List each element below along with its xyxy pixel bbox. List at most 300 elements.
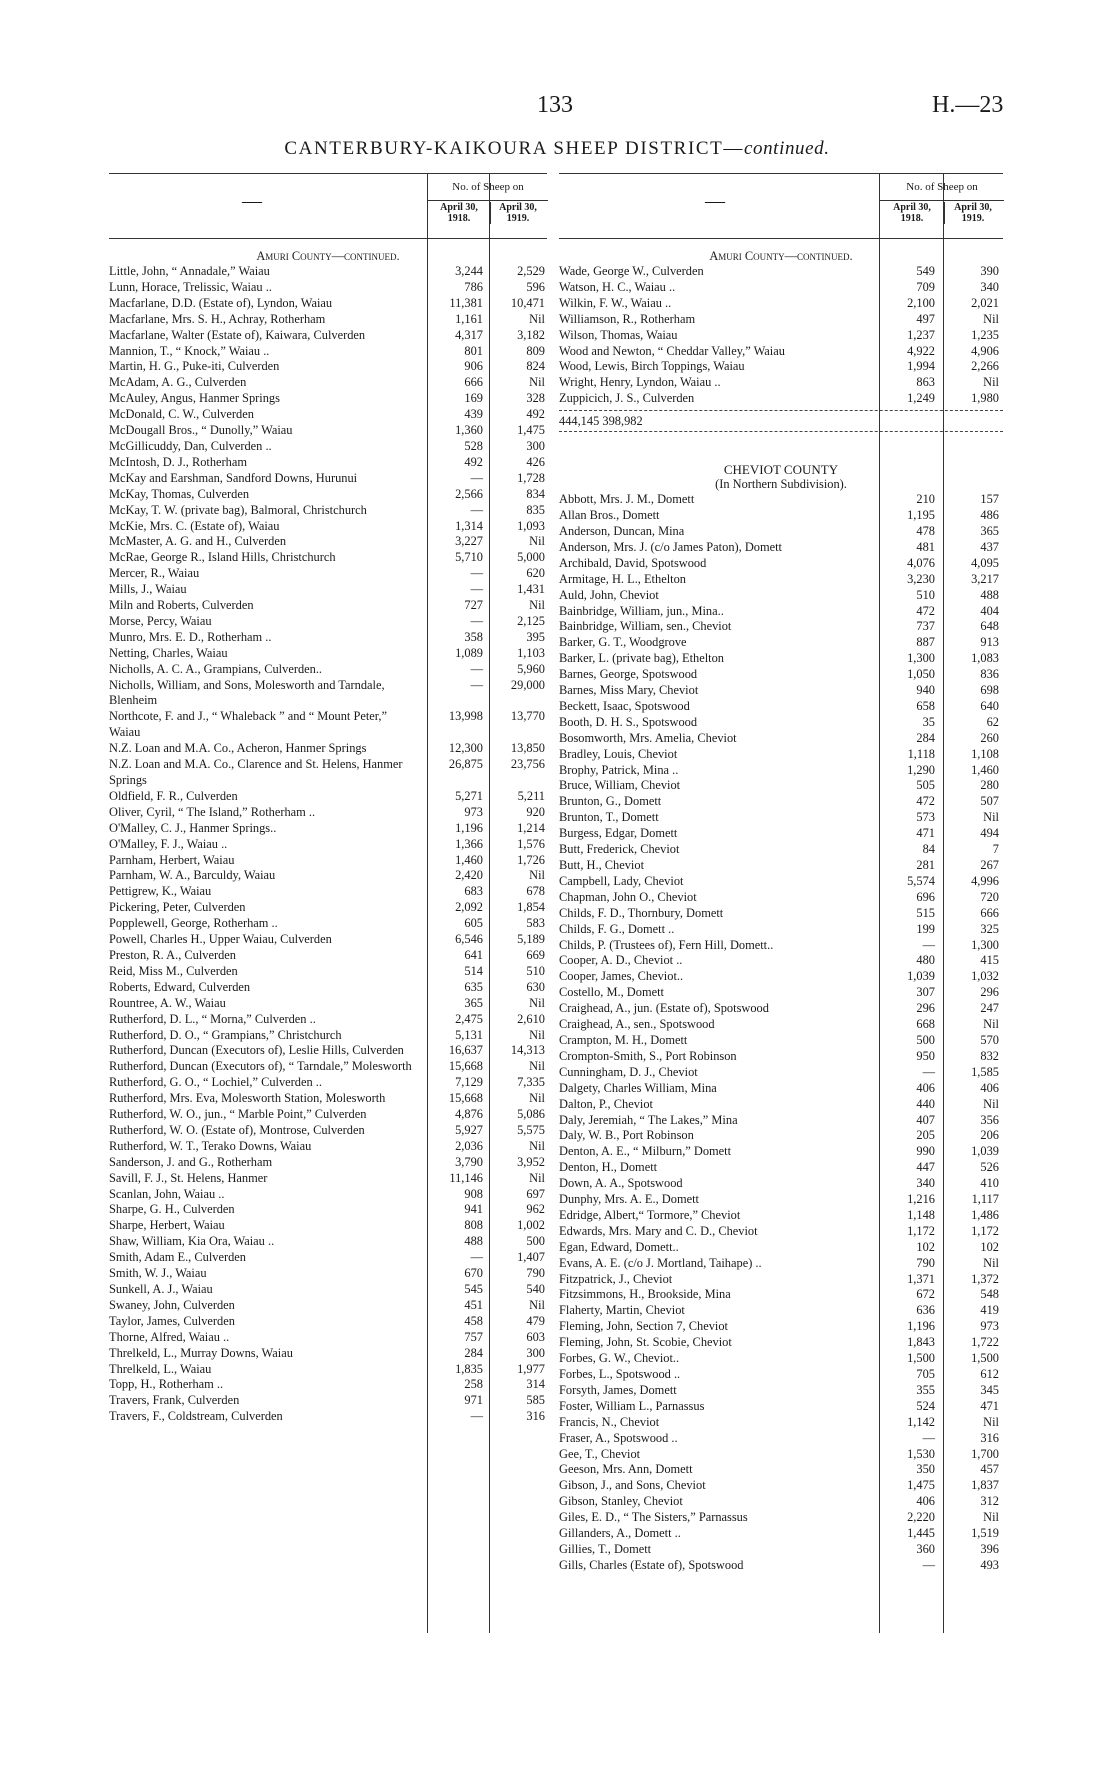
- row-name: Daly, Jeremiah, “ The Lakes,” Mina: [559, 1112, 738, 1127]
- row-value-1919: Nil: [529, 1091, 545, 1106]
- row-value-1918: 908: [464, 1186, 483, 1201]
- table-row: [109, 964, 547, 980]
- table-row: [559, 1033, 1003, 1049]
- table-row: [559, 1176, 1003, 1192]
- row-name: Scanlan, John, Waiau ..: [109, 1186, 225, 1201]
- row-name: Rutherford, W. O. (Estate of), Montrose, Culverden: [109, 1122, 365, 1137]
- row-value-1918: 2,475: [455, 1011, 483, 1026]
- table-row: [109, 1298, 547, 1314]
- table-row: [109, 471, 547, 487]
- table-row: [109, 996, 547, 1012]
- row-value-1918: 636: [916, 1303, 935, 1318]
- row-name: Francis, N., Cheviot: [559, 1414, 660, 1429]
- row-name: Craighead, A., sen., Spotswood: [559, 1017, 715, 1032]
- row-value-1918: —: [470, 1250, 483, 1265]
- row-value-1919: 5,000: [517, 550, 545, 565]
- table-row: [109, 1107, 547, 1123]
- row-name: Anderson, Duncan, Mina: [559, 523, 685, 538]
- row-value-1919: 479: [526, 1313, 545, 1328]
- row-value-1919: Nil: [529, 868, 545, 883]
- row-value-1918: 906: [464, 359, 483, 374]
- row-value-1919: 13,770: [510, 709, 545, 724]
- row-value-1919: 583: [526, 916, 545, 931]
- row-value-1919: 1,722: [971, 1335, 999, 1350]
- row-value-1919: Nil: [529, 311, 545, 326]
- row-value-1919: 620: [526, 566, 545, 581]
- row-name: McIntosh, D. J., Rotherham: [109, 454, 248, 469]
- row-value-1919: 1,460: [971, 762, 999, 777]
- row-value-1918: 1,460: [455, 852, 483, 867]
- row-name: Crompton-Smith, S., Port Robinson: [559, 1048, 737, 1063]
- row-value-1919: 698: [980, 683, 999, 698]
- row-value-1918: 2,100: [907, 295, 935, 310]
- row-name: Geeson, Mrs. Ann, Domett: [559, 1462, 693, 1477]
- row-value-1919: 920: [526, 804, 545, 819]
- row-value-1919: 1,214: [517, 820, 545, 835]
- table-row: [109, 614, 547, 630]
- row-name: Nicholls, William, and Sons, Molesworth and Tarndale, Blenheim: [109, 677, 385, 708]
- row-name: Fitzpatrick, J., Cheviot: [559, 1271, 673, 1286]
- table-row: [109, 1043, 547, 1059]
- row-value-1919: 314: [526, 1377, 545, 1392]
- table-row: [109, 582, 547, 598]
- row-name: Bainbridge, William, jun., Mina..: [559, 603, 724, 618]
- row-value-1918: 973: [464, 804, 483, 819]
- row-value-1919: 102: [980, 1239, 999, 1254]
- table-row: [559, 1192, 1003, 1208]
- row-name: Rutherford, D. O., “ Grampians,” Christchurch: [109, 1027, 342, 1042]
- row-name: Macfarlane, Walter (Estate of), Kaiwara, Culverden: [109, 327, 366, 342]
- row-value-1918: —: [470, 582, 483, 597]
- row-value-1919: 962: [526, 1202, 545, 1217]
- row-value-1918: 2,220: [907, 1510, 935, 1525]
- table-row: [559, 953, 1003, 969]
- row-name: Cooper, James, Cheviot..: [559, 969, 684, 984]
- table-row: [109, 534, 547, 550]
- row-value-1918: 281: [916, 858, 935, 872]
- table-row: [559, 1431, 1003, 1447]
- row-value-1918: 1,290: [907, 762, 935, 777]
- row-value-1918: 514: [464, 963, 483, 978]
- table-row: [559, 826, 1003, 842]
- row-value-1918: 458: [464, 1313, 483, 1328]
- row-value-1919: 669: [526, 947, 545, 962]
- row-name: Little, John, “ Annadale,” Waiau: [109, 264, 270, 278]
- row-name: Zuppicich, J. S., Culverden: [559, 391, 695, 406]
- row-value-1919: Nil: [983, 1096, 999, 1111]
- row-value-1918: 786: [464, 279, 483, 294]
- row-value-1918: 284: [464, 1345, 483, 1360]
- row-value-1919: 2,610: [517, 1011, 545, 1026]
- row-name: Rutherford, W. T., Terako Downs, Waiau: [109, 1138, 312, 1153]
- table-row: [109, 344, 547, 360]
- row-value-1919: 437: [980, 539, 999, 554]
- row-value-1919: 471: [980, 1398, 999, 1413]
- table-row: [109, 407, 547, 423]
- total-1918: 444,145: [559, 414, 600, 429]
- row-value-1918: 1,195: [907, 508, 935, 523]
- row-value-1918: 1,994: [907, 359, 935, 374]
- row-name: Chapman, John O., Cheviot: [559, 889, 697, 904]
- row-name: Edridge, Albert,“ Tormore,” Cheviot: [559, 1207, 741, 1222]
- row-value-1919: 1,475: [517, 423, 545, 438]
- table-row: [109, 1139, 547, 1155]
- row-value-1919: 612: [980, 1367, 999, 1381]
- table-row: [559, 1097, 1003, 1113]
- table-row: [559, 359, 1003, 375]
- row-name: Gibson, J., and Sons, Cheviot: [559, 1478, 706, 1493]
- table-row: [109, 359, 547, 375]
- row-value-1918: 284: [916, 730, 935, 745]
- row-name: Allan Bros., Domett: [559, 508, 660, 523]
- row-name: Egan, Edward, Domett..: [559, 1239, 679, 1254]
- table-row: [109, 853, 547, 869]
- row-value-1919: 5,086: [517, 1107, 545, 1122]
- row-value-1919: 720: [980, 889, 999, 904]
- row-value-1919: 1,977: [517, 1361, 545, 1376]
- row-name: Gee, T., Cheviot: [559, 1446, 641, 1461]
- col-1918-header: April 30, 1918.: [893, 202, 931, 224]
- row-value-1919: 2,021: [971, 295, 999, 310]
- table-row: [109, 328, 547, 344]
- row-value-1918: 5,131: [455, 1027, 483, 1042]
- row-name: Smith, Adam E., Culverden: [109, 1250, 246, 1265]
- table-row: [109, 1409, 547, 1425]
- row-value-1918: 757: [464, 1329, 483, 1344]
- row-name: Reid, Miss M., Culverden: [109, 963, 238, 978]
- table-row: [559, 667, 1003, 683]
- row-name: Martin, H. G., Puke-iti, Culverden: [109, 359, 280, 374]
- row-value-1918: 940: [916, 683, 935, 698]
- row-name: Gibson, Stanley, Cheviot: [559, 1494, 683, 1509]
- table-row: [559, 1462, 1003, 1478]
- table-row: [559, 1144, 1003, 1160]
- row-value-1919: 415: [980, 953, 999, 968]
- row-value-1918: 2,036: [455, 1138, 483, 1153]
- row-value-1919: 316: [526, 1409, 545, 1424]
- row-name: Dunphy, Mrs. A. E., Domett: [559, 1192, 699, 1207]
- table-row: [109, 1075, 547, 1091]
- row-name: Williamson, R., Rotherham: [559, 311, 696, 326]
- row-value-1918: 3,227: [455, 534, 483, 549]
- row-name: Giles, E. D., “ The Sisters,” Parnassus: [559, 1510, 748, 1525]
- table-row: [109, 1012, 547, 1028]
- table-row: [109, 312, 547, 328]
- row-name: Barker, G. T., Woodgrove: [559, 635, 687, 650]
- row-name: Topp, H., Rotherham ..: [109, 1377, 224, 1392]
- row-value-1919: 1,585: [971, 1064, 999, 1079]
- row-value-1919: 526: [980, 1160, 999, 1175]
- row-value-1918: 210: [916, 492, 935, 507]
- row-value-1918: 1,039: [907, 969, 935, 984]
- row-value-1918: 440: [916, 1096, 935, 1111]
- table-row: [109, 741, 547, 757]
- table-row: [109, 1346, 547, 1362]
- table-row: [559, 1415, 1003, 1431]
- table-row: [109, 884, 547, 900]
- row-name: Flaherty, Martin, Cheviot: [559, 1303, 685, 1318]
- row-value-1919: 834: [526, 486, 545, 501]
- row-name: Childs, F. G., Domett ..: [559, 921, 675, 936]
- row-name: Savill, F. J., St. Helens, Hanmer: [109, 1170, 268, 1185]
- row-name: Cunningham, D. J., Cheviot: [559, 1064, 698, 1079]
- row-value-1918: 1,148: [907, 1207, 935, 1222]
- row-value-1919: 1,837: [971, 1478, 999, 1493]
- table-row: [559, 778, 1003, 794]
- row-value-1918: 950: [916, 1048, 935, 1063]
- row-value-1919: 824: [526, 359, 545, 374]
- row-name: Wade, George W., Culverden: [559, 264, 704, 278]
- row-name: Down, A. A., Spotswood: [559, 1176, 683, 1191]
- row-value-1919: 1,486: [971, 1207, 999, 1222]
- row-name: Childs, F. D., Thornbury, Domett: [559, 905, 724, 920]
- row-name: Rutherford, Duncan (Executors of), “ Tarndale,” Molesworth: [109, 1059, 412, 1074]
- table-row: [109, 980, 547, 996]
- table-header: [109, 173, 547, 239]
- table-row: [109, 264, 547, 280]
- row-value-1919: 1,093: [517, 518, 545, 533]
- table-row: [559, 969, 1003, 985]
- row-value-1919: 790: [526, 1266, 545, 1281]
- table-row: [559, 328, 1003, 344]
- row-value-1918: 4,076: [907, 555, 935, 570]
- table-row: [109, 821, 547, 837]
- table-row: [559, 1160, 1003, 1176]
- row-value-1918: 1,445: [907, 1526, 935, 1541]
- table-row: [559, 906, 1003, 922]
- row-value-1918: 307: [916, 985, 935, 1000]
- row-value-1919: 3,952: [517, 1154, 545, 1169]
- table-row: [559, 842, 1003, 858]
- table-row: [109, 1330, 547, 1346]
- row-value-1918: 406: [916, 1080, 935, 1095]
- table-row: [559, 763, 1003, 779]
- row-value-1919: 328: [526, 391, 545, 406]
- row-value-1918: 971: [464, 1393, 483, 1408]
- row-name: Parnham, Herbert, Waiau: [109, 852, 235, 867]
- table-row: [109, 678, 547, 710]
- row-name: N.Z. Loan and M.A. Co., Acheron, Hanmer Springs: [109, 741, 367, 756]
- row-name: Rutherford, Duncan (Executors of), Leslie Hills, Culverden: [109, 1043, 404, 1058]
- row-value-1919: 1,980: [971, 391, 999, 406]
- section-heading: Amuri County—continued.: [256, 249, 400, 263]
- table-row: [109, 948, 547, 964]
- row-value-1918: —: [470, 613, 483, 628]
- row-value-1918: 340: [916, 1176, 935, 1191]
- row-value-1918: 258: [464, 1377, 483, 1392]
- column-rule: [879, 173, 880, 1633]
- table-row: [559, 492, 1003, 508]
- row-name: Forbes, L., Spotswood ..: [559, 1367, 681, 1381]
- row-value-1919: 1,083: [971, 651, 999, 666]
- group-label: No. of Sheep on: [880, 174, 1004, 201]
- row-name: Fleming, John, St. Scobie, Cheviot: [559, 1335, 732, 1350]
- row-value-1919: 206: [980, 1128, 999, 1143]
- row-value-1919: 5,211: [517, 788, 545, 803]
- row-name: McKay, T. W. (private bag), Balmoral, Christchurch: [109, 502, 367, 517]
- row-name: Dalgety, Charles William, Mina: [559, 1080, 717, 1095]
- row-value-1919: 280: [980, 778, 999, 793]
- row-value-1918: 472: [916, 794, 935, 809]
- row-value-1918: 683: [464, 884, 483, 899]
- row-name: Oldfield, F. R., Culverden: [109, 788, 238, 803]
- row-value-1919: 4,906: [971, 343, 999, 358]
- table-row: [559, 1351, 1003, 1367]
- row-value-1918: 2,420: [455, 868, 483, 883]
- row-name: Rutherford, G. O., “ Lochiel,” Culverden ..: [109, 1075, 322, 1090]
- row-value-1919: 3,217: [971, 571, 999, 586]
- table-row: [109, 805, 547, 821]
- row-value-1919: Nil: [529, 1027, 545, 1042]
- table-row: [559, 1303, 1003, 1319]
- table-row: [559, 699, 1003, 715]
- row-name: Craighead, A., jun. (Estate of), Spotswood: [559, 1001, 769, 1016]
- total-row: [559, 410, 1003, 432]
- row-name: Butt, H., Cheviot: [559, 858, 645, 872]
- table-row: [109, 916, 547, 932]
- table-row: [559, 985, 1003, 1001]
- row-value-1918: 635: [464, 979, 483, 994]
- table-row: [109, 423, 547, 439]
- row-value-1918: 737: [916, 619, 935, 634]
- row-value-1918: 705: [916, 1367, 935, 1381]
- right-rows-cheviot: [559, 492, 1003, 1574]
- row-value-1918: 510: [916, 587, 935, 602]
- row-value-1919: 488: [980, 587, 999, 602]
- table-row: [559, 375, 1003, 391]
- row-value-1919: 316: [980, 1430, 999, 1445]
- row-name: Travers, Frank, Culverden: [109, 1393, 240, 1408]
- table-row: [559, 1224, 1003, 1240]
- row-name: Brophy, Patrick, Mina ..: [559, 762, 679, 777]
- row-name: Edwards, Mrs. Mary and C. D., Cheviot: [559, 1223, 758, 1238]
- row-value-1919: Nil: [529, 1138, 545, 1153]
- row-value-1919: 7: [992, 842, 999, 857]
- table-row: [109, 550, 547, 566]
- row-value-1919: 1,854: [517, 900, 545, 915]
- row-name: McKie, Mrs. C. (Estate of), Waiau: [109, 518, 280, 533]
- row-name: Campbell, Lady, Cheviot: [559, 873, 684, 888]
- row-value-1919: 1,576: [517, 836, 545, 851]
- row-value-1919: 500: [526, 1234, 545, 1249]
- row-value-1919: 396: [980, 1541, 999, 1556]
- row-name: Swaney, John, Culverden: [109, 1297, 235, 1312]
- row-value-1918: 84: [922, 842, 935, 857]
- row-value-1919: 510: [526, 963, 545, 978]
- table-row: [109, 709, 547, 741]
- row-value-1919: 540: [526, 1282, 545, 1296]
- row-value-1919: 5,575: [517, 1122, 545, 1137]
- row-value-1918: 641: [464, 947, 483, 962]
- table-row: [109, 1314, 547, 1330]
- row-name: Anderson, Mrs. J. (c/o James Paton), Domett: [559, 539, 783, 554]
- row-value-1918: 528: [464, 438, 483, 453]
- row-value-1918: —: [922, 1064, 935, 1079]
- table-row: [559, 1272, 1003, 1288]
- right-column-table: [559, 173, 1003, 1633]
- row-value-1918: 524: [916, 1398, 935, 1413]
- column-rule: [427, 173, 428, 1633]
- row-value-1918: 3,790: [455, 1154, 483, 1169]
- table-row: [109, 757, 547, 789]
- table-row: [559, 1383, 1003, 1399]
- row-value-1919: 395: [526, 629, 545, 644]
- row-value-1919: 486: [980, 508, 999, 523]
- row-value-1919: 3,182: [517, 327, 545, 342]
- row-value-1918: 1,196: [455, 820, 483, 835]
- row-name: Wood and Newton, “ Cheddar Valley,” Waiau: [559, 343, 785, 358]
- row-value-1919: 296: [980, 985, 999, 1000]
- right-rows-amuri: [559, 264, 1003, 407]
- row-value-1918: 515: [916, 905, 935, 920]
- row-value-1918: 672: [916, 1287, 935, 1302]
- row-value-1918: —: [922, 937, 935, 952]
- row-name: Thorne, Alfred, Waiau ..: [109, 1329, 230, 1344]
- row-value-1918: 472: [916, 603, 935, 618]
- row-value-1919: 345: [980, 1382, 999, 1397]
- row-value-1919: 426: [526, 454, 545, 469]
- row-value-1918: 801: [464, 343, 483, 358]
- table-row: [559, 731, 1003, 747]
- page-title: [0, 138, 1114, 160]
- title-continued: continued.: [743, 138, 830, 159]
- row-value-1918: 16,637: [448, 1043, 483, 1058]
- row-value-1918: 1,366: [455, 836, 483, 851]
- row-value-1919: 1,519: [971, 1526, 999, 1541]
- row-name: Gills, Charles (Estate of), Spotswood: [559, 1557, 744, 1572]
- row-value-1918: 696: [916, 889, 935, 904]
- row-value-1918: 1,500: [907, 1351, 935, 1366]
- row-value-1919: 325: [980, 921, 999, 936]
- row-name: Pickering, Peter, Culverden: [109, 900, 246, 915]
- row-value-1918: 573: [916, 810, 935, 825]
- row-name: Travers, F., Coldstream, Culverden: [109, 1409, 283, 1424]
- group-label: No. of Sheep on: [428, 174, 548, 201]
- row-value-1918: 549: [916, 264, 935, 278]
- table-row: [109, 630, 547, 646]
- row-name: Daly, W. B., Port Robinson: [559, 1128, 694, 1143]
- row-value-1919: 1,039: [971, 1144, 999, 1159]
- row-name: Watson, H. C., Waiau ..: [559, 279, 676, 294]
- row-name: Parnham, W. A., Barculdy, Waiau: [109, 868, 276, 883]
- table-header: [559, 173, 1003, 239]
- row-name: Brunton, T., Domett: [559, 810, 659, 825]
- row-value-1919: 267: [980, 858, 999, 872]
- row-name: Abbott, Mrs. J. M., Domett: [559, 492, 695, 507]
- row-value-1918: 863: [916, 375, 935, 390]
- row-name: Bosomworth, Mrs. Amelia, Cheviot: [559, 730, 737, 745]
- table-row: [559, 524, 1003, 540]
- row-name: Forbes, G. W., Cheviot..: [559, 1351, 680, 1366]
- row-value-1918: 545: [464, 1282, 483, 1296]
- table-row: [559, 1001, 1003, 1017]
- row-value-1919: 648: [980, 619, 999, 634]
- table-row: [559, 604, 1003, 620]
- row-value-1918: 5,271: [455, 788, 483, 803]
- table-row: [559, 391, 1003, 407]
- row-value-1919: 603: [526, 1329, 545, 1344]
- row-name: Sharpe, Herbert, Waiau: [109, 1218, 225, 1233]
- row-name: Macfarlane, Mrs. S. H., Achray, Rotherham: [109, 311, 326, 326]
- table-row: [559, 1049, 1003, 1065]
- table-row: [559, 810, 1003, 826]
- row-value-1918: 102: [916, 1239, 935, 1254]
- row-value-1918: 451: [464, 1297, 483, 1312]
- row-name: Costello, M., Domett: [559, 985, 664, 1000]
- row-value-1918: 6,546: [455, 932, 483, 947]
- table-row: [109, 375, 547, 391]
- row-value-1918: 5,574: [907, 873, 935, 888]
